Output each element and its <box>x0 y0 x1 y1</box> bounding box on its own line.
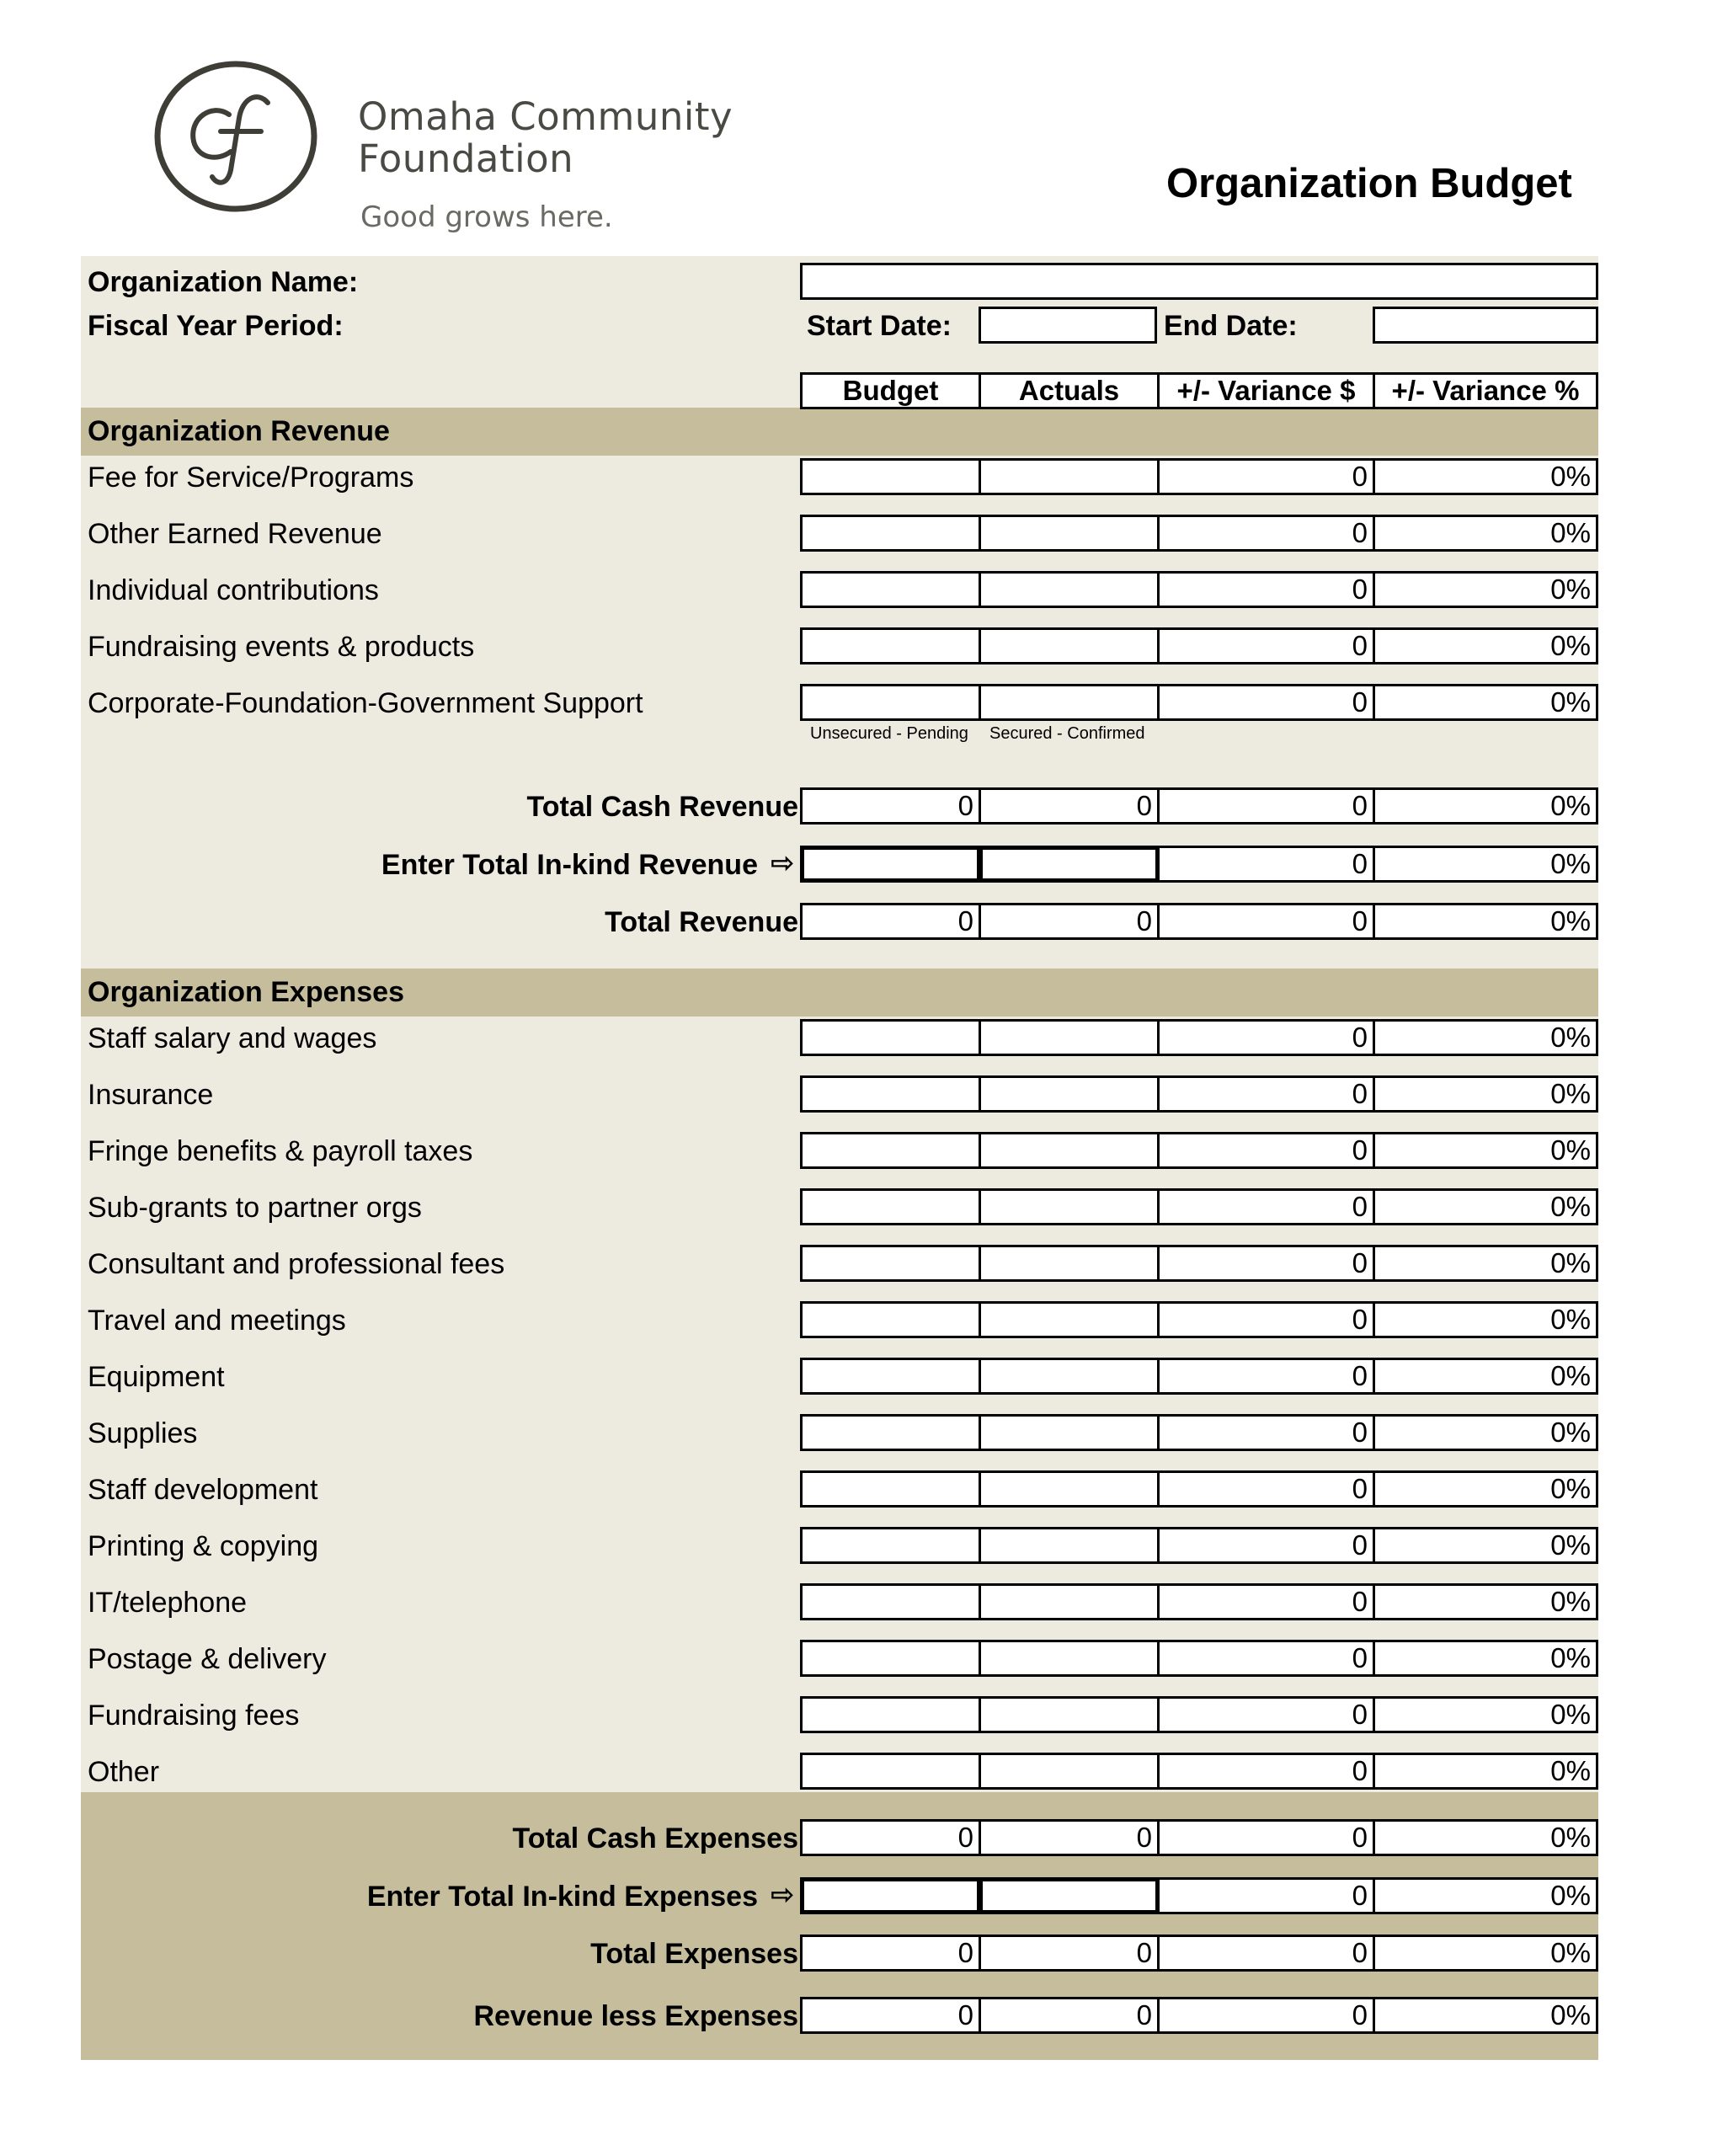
arrow-right-icon: ⇨ <box>771 847 795 879</box>
variance-cell: 0 <box>1157 1753 1375 1790</box>
pct-cell: 0% <box>1373 1075 1598 1113</box>
org-name-line-1: Omaha Community <box>358 94 733 139</box>
line-item-label: Fundraising fees <box>88 1700 300 1732</box>
pct-cell: 0% <box>1373 1019 1598 1056</box>
variance-cell: 0 <box>1157 1358 1375 1395</box>
line-item-label: Consultant and professional fees <box>88 1248 505 1280</box>
org-name-field[interactable] <box>800 263 1598 300</box>
variance-cell: 0 <box>1157 903 1375 940</box>
budget-cell[interactable] <box>800 1470 981 1508</box>
pct-cell: 0% <box>1373 458 1598 495</box>
pct-cell: 0% <box>1373 787 1598 825</box>
variance-cell: 0 <box>1157 1527 1375 1564</box>
line-item-label: Fringe benefits & payroll taxes <box>88 1135 473 1167</box>
total-row-label: Total Cash Expenses <box>512 1822 798 1854</box>
actuals-cell[interactable] <box>979 1640 1160 1677</box>
line-item-label: Fee for Service/Programs <box>88 462 414 494</box>
actuals-cell[interactable] <box>979 1877 1160 1914</box>
line-item-label: Fundraising events & products <box>88 631 475 663</box>
line-item-label: Printing & copying <box>88 1530 319 1562</box>
end-date-field[interactable] <box>1373 307 1598 344</box>
expenses-heading: Organization Expenses <box>88 976 404 1008</box>
actuals-cell[interactable] <box>979 1753 1160 1790</box>
budget-cell[interactable] <box>800 1753 981 1790</box>
line-item-label: Staff salary and wages <box>88 1022 377 1054</box>
pct-cell: 0% <box>1373 1245 1598 1282</box>
budget-cell[interactable] <box>800 684 981 721</box>
budget-cell[interactable] <box>800 1075 981 1113</box>
variance-cell: 0 <box>1157 1819 1375 1856</box>
pct-cell: 0% <box>1373 1470 1598 1508</box>
budget-cell: 0 <box>800 1935 981 1972</box>
line-item-label: Postage & delivery <box>88 1643 327 1675</box>
variance-cell: 0 <box>1157 571 1375 608</box>
total-row-label: Enter Total In-kind Expenses <box>366 1881 758 1913</box>
variance-cell: 0 <box>1157 846 1375 883</box>
budget-cell[interactable] <box>800 515 981 552</box>
pct-cell: 0% <box>1373 1997 1598 2034</box>
variance-cell: 0 <box>1157 1414 1375 1451</box>
total-row-label: Total Revenue <box>605 906 798 938</box>
budget-cell[interactable] <box>800 571 981 608</box>
budget-cell[interactable] <box>800 1019 981 1056</box>
budget-cell[interactable] <box>800 1301 981 1338</box>
pct-cell: 0% <box>1373 1301 1598 1338</box>
actuals-cell[interactable] <box>979 1188 1160 1225</box>
variance-cell: 0 <box>1157 458 1375 495</box>
variance-cell: 0 <box>1157 1075 1375 1113</box>
actuals-cell[interactable] <box>979 1358 1160 1395</box>
pct-cell: 0% <box>1373 627 1598 664</box>
actuals-cell[interactable] <box>979 1470 1160 1508</box>
line-item-label: Equipment <box>88 1361 225 1393</box>
arrow-right-icon: ⇨ <box>771 1879 795 1911</box>
line-item-label: Supplies <box>88 1417 198 1449</box>
col-header-budget: Budget <box>800 372 981 409</box>
actuals-cell[interactable] <box>979 1414 1160 1451</box>
col-header-variance-percent: +/- Variance % <box>1373 372 1598 409</box>
line-item-label: Individual contributions <box>88 574 379 606</box>
total-row-label: Total Cash Revenue <box>526 791 798 823</box>
budget-cell[interactable] <box>800 1696 981 1733</box>
total-row-label: Total Expenses <box>590 1938 798 1970</box>
pct-cell: 0% <box>1373 846 1598 883</box>
budget-cell[interactable] <box>800 627 981 664</box>
variance-cell: 0 <box>1157 684 1375 721</box>
pct-cell: 0% <box>1373 1527 1598 1564</box>
pct-cell: 0% <box>1373 1188 1598 1225</box>
actuals-cell[interactable] <box>979 515 1160 552</box>
start-date-label: Start Date: <box>807 310 952 342</box>
revenue-heading: Organization Revenue <box>88 415 390 447</box>
pct-cell: 0% <box>1373 1640 1598 1677</box>
actuals-cell[interactable] <box>979 846 1160 883</box>
line-item-label: Corporate-Foundation-Government Support <box>88 687 643 719</box>
budget-cell[interactable] <box>800 1132 981 1169</box>
budget-cell[interactable] <box>800 1245 981 1282</box>
start-date-field[interactable] <box>979 307 1157 344</box>
budget-cell: 0 <box>800 1819 981 1856</box>
org-name-line-2: Foundation <box>358 136 574 181</box>
actuals-cell: 0 <box>979 903 1160 940</box>
budget-cell[interactable] <box>800 1188 981 1225</box>
pct-cell: 0% <box>1373 684 1598 721</box>
budget-cell: 0 <box>800 787 981 825</box>
budget-cell[interactable] <box>800 846 981 883</box>
total-row-label: Revenue less Expenses <box>473 2000 798 2032</box>
foundation-logo-icon <box>152 59 320 215</box>
variance-cell: 0 <box>1157 1583 1375 1620</box>
budget-cell[interactable] <box>800 1358 981 1395</box>
variance-cell: 0 <box>1157 1245 1375 1282</box>
fiscal-year-label: Fiscal Year Period: <box>88 310 344 342</box>
pct-cell: 0% <box>1373 903 1598 940</box>
pct-cell: 0% <box>1373 1414 1598 1451</box>
actuals-cell[interactable] <box>979 1132 1160 1169</box>
pct-cell: 0% <box>1373 1819 1598 1856</box>
line-item-label: Other <box>88 1756 160 1788</box>
org-tagline: Good grows here. <box>360 200 613 234</box>
actuals-cell[interactable] <box>979 684 1160 721</box>
line-item-label: Staff development <box>88 1474 318 1506</box>
actuals-cell: 0 <box>979 1935 1160 1972</box>
total-row-label: Enter Total In-kind Revenue <box>381 849 758 881</box>
line-item-label: IT/telephone <box>88 1587 248 1619</box>
pct-cell: 0% <box>1373 1935 1598 1972</box>
page-title: Organization Budget <box>1166 161 1572 206</box>
org-name-label: Organization Name: <box>88 266 359 298</box>
budget-cell[interactable] <box>800 1640 981 1677</box>
budget-cell: 0 <box>800 1997 981 2034</box>
actuals-cell[interactable] <box>979 1583 1160 1620</box>
actuals-cell[interactable] <box>979 1301 1160 1338</box>
actuals-cell[interactable] <box>979 1245 1160 1282</box>
pct-cell: 0% <box>1373 1358 1598 1395</box>
variance-cell: 0 <box>1157 1301 1375 1338</box>
variance-cell: 0 <box>1157 1997 1375 2034</box>
variance-cell: 0 <box>1157 1019 1375 1056</box>
actuals-cell[interactable] <box>979 571 1160 608</box>
col-header-variance-dollars: +/- Variance $ <box>1157 372 1375 409</box>
pct-cell: 0% <box>1373 1877 1598 1914</box>
end-date-label: End Date: <box>1164 310 1298 342</box>
actuals-cell[interactable] <box>979 1527 1160 1564</box>
pct-cell: 0% <box>1373 1132 1598 1169</box>
actuals-cell[interactable] <box>979 627 1160 664</box>
variance-cell: 0 <box>1157 1640 1375 1677</box>
actuals-cell[interactable] <box>979 1019 1160 1056</box>
pct-cell: 0% <box>1373 1583 1598 1620</box>
variance-cell: 0 <box>1157 1696 1375 1733</box>
variance-cell: 0 <box>1157 515 1375 552</box>
variance-cell: 0 <box>1157 1132 1375 1169</box>
line-item-label: Travel and meetings <box>88 1305 346 1337</box>
budget-cell[interactable] <box>800 1877 981 1914</box>
variance-cell: 0 <box>1157 1188 1375 1225</box>
budget-note: Unsecured - Pending <box>810 724 968 743</box>
pct-cell: 0% <box>1373 1753 1598 1790</box>
budget-cell[interactable] <box>800 1527 981 1564</box>
variance-cell: 0 <box>1157 787 1375 825</box>
line-item-label: Other Earned Revenue <box>88 518 382 550</box>
actuals-cell: 0 <box>979 787 1160 825</box>
budget-cell: 0 <box>800 903 981 940</box>
line-item-label: Sub-grants to partner orgs <box>88 1192 422 1224</box>
actuals-note: Secured - Confirmed <box>989 724 1145 743</box>
variance-cell: 0 <box>1157 1470 1375 1508</box>
actuals-cell: 0 <box>979 1997 1160 2034</box>
budget-cell[interactable] <box>800 1414 981 1451</box>
pct-cell: 0% <box>1373 515 1598 552</box>
variance-cell: 0 <box>1157 1877 1375 1914</box>
actuals-cell: 0 <box>979 1819 1160 1856</box>
budget-cell[interactable] <box>800 1583 981 1620</box>
variance-cell: 0 <box>1157 627 1375 664</box>
line-item-label: Insurance <box>88 1079 214 1111</box>
variance-cell: 0 <box>1157 1935 1375 1972</box>
budget-cell[interactable] <box>800 458 981 495</box>
col-header-actuals: Actuals <box>979 372 1160 409</box>
actuals-cell[interactable] <box>979 1696 1160 1733</box>
pct-cell: 0% <box>1373 1696 1598 1733</box>
actuals-cell[interactable] <box>979 458 1160 495</box>
actuals-cell[interactable] <box>979 1075 1160 1113</box>
pct-cell: 0% <box>1373 571 1598 608</box>
